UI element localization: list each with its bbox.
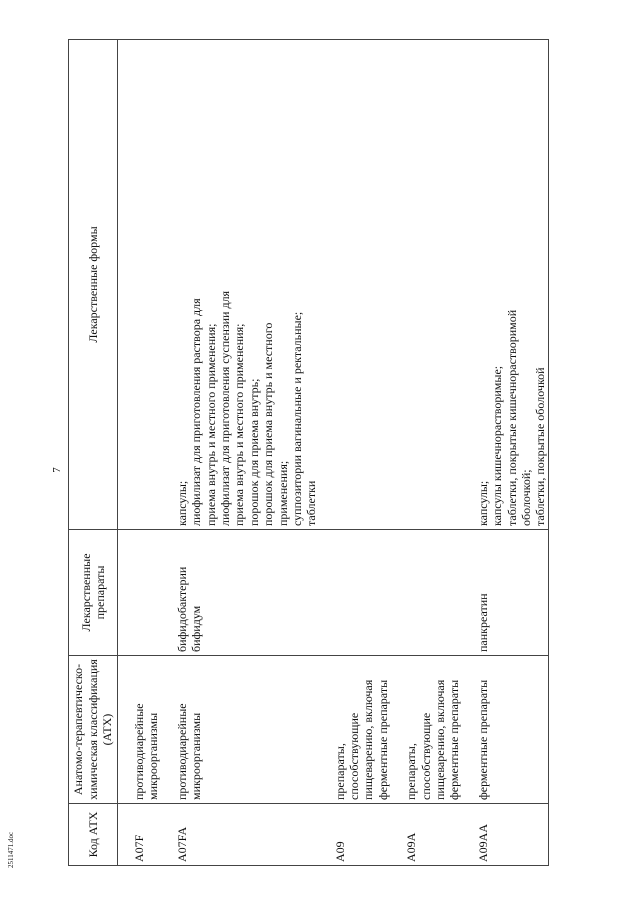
footer-filename: 2511471.doc [7,831,15,868]
dosage-form-line: таблетки, покрытые кишечнорастворимой [504,309,519,526]
row-drug [333,530,391,656]
dosage-form-line: приема внутрь и местного применения; [232,323,247,526]
row-code: A07F [132,804,161,866]
header-dosage-forms: Лекарственные формы [69,40,118,530]
row-forms [175,40,319,530]
header-atc-code: Код АТХ [69,804,118,866]
row-classification: препараты, способствующие пищеварению, включая ферментные препараты [333,656,391,804]
table-header-row [69,40,118,866]
dosage-form-line: оболочкой; [518,469,533,526]
row-code: A09A [404,804,462,866]
spacer-row [390,40,404,866]
row-drug: панкреатин [476,530,548,656]
table-row [476,40,548,866]
dosage-form-line: приема внутрь и местного применения; [203,323,218,526]
row-forms [333,40,391,530]
row-code: A07FA [175,804,319,866]
table-row [132,40,161,866]
row-forms [476,40,548,530]
row-drug: бифидобактерии бифидум [175,530,319,656]
header-atc-classification: Анатомо-терапевтическо-химическая классификация (АТХ) [69,656,118,804]
row-code: A09 [333,804,391,866]
header-drugs: Лекарственные препараты [69,530,118,656]
row-classification: противодиарейные микроорганизмы [132,656,161,804]
row-drug [404,530,462,656]
rotated-page-content [68,40,628,866]
row-classification: ферментные препараты [476,656,548,804]
dosage-form-line: суппозитории вагинальные и ректальные; [289,311,304,526]
table-row [333,40,391,866]
row-drug [132,530,161,656]
row-code: A09AA [476,804,548,866]
spacer-row [118,40,133,866]
row-forms [132,40,161,530]
dosage-form-line: порошок для приема внутрь; [246,378,261,526]
dosage-form-line: лиофилизат для приготовления суспензии для [217,290,232,526]
row-forms [404,40,462,530]
dosage-form-line: таблетки, покрытые оболочкой [533,367,548,526]
dosage-form-line: порошок для приема внутрь и местного [261,322,276,526]
spacer-row [319,40,333,866]
row-classification: препараты, способствующие пищеварению, включая ферментные препараты [404,656,462,804]
dosage-form-line: лиофилизат для приготовления раствора для [189,298,204,526]
spacer-row [161,40,175,866]
page-number: 7 [51,467,63,473]
dosage-form-line: применения; [275,460,290,526]
dosage-form-line: капсулы кишечнорастворимые; [490,365,505,526]
dosage-form-line: таблетки [304,480,319,526]
spacer-row [462,40,476,866]
dosage-form-line: капсулы; [174,480,189,526]
dosage-form-line: капсулы; [475,480,490,526]
table-row [404,40,462,866]
table-row [175,40,319,866]
atc-drug-table [68,39,549,866]
row-classification: противодиарейные микроорганизмы [175,656,319,804]
